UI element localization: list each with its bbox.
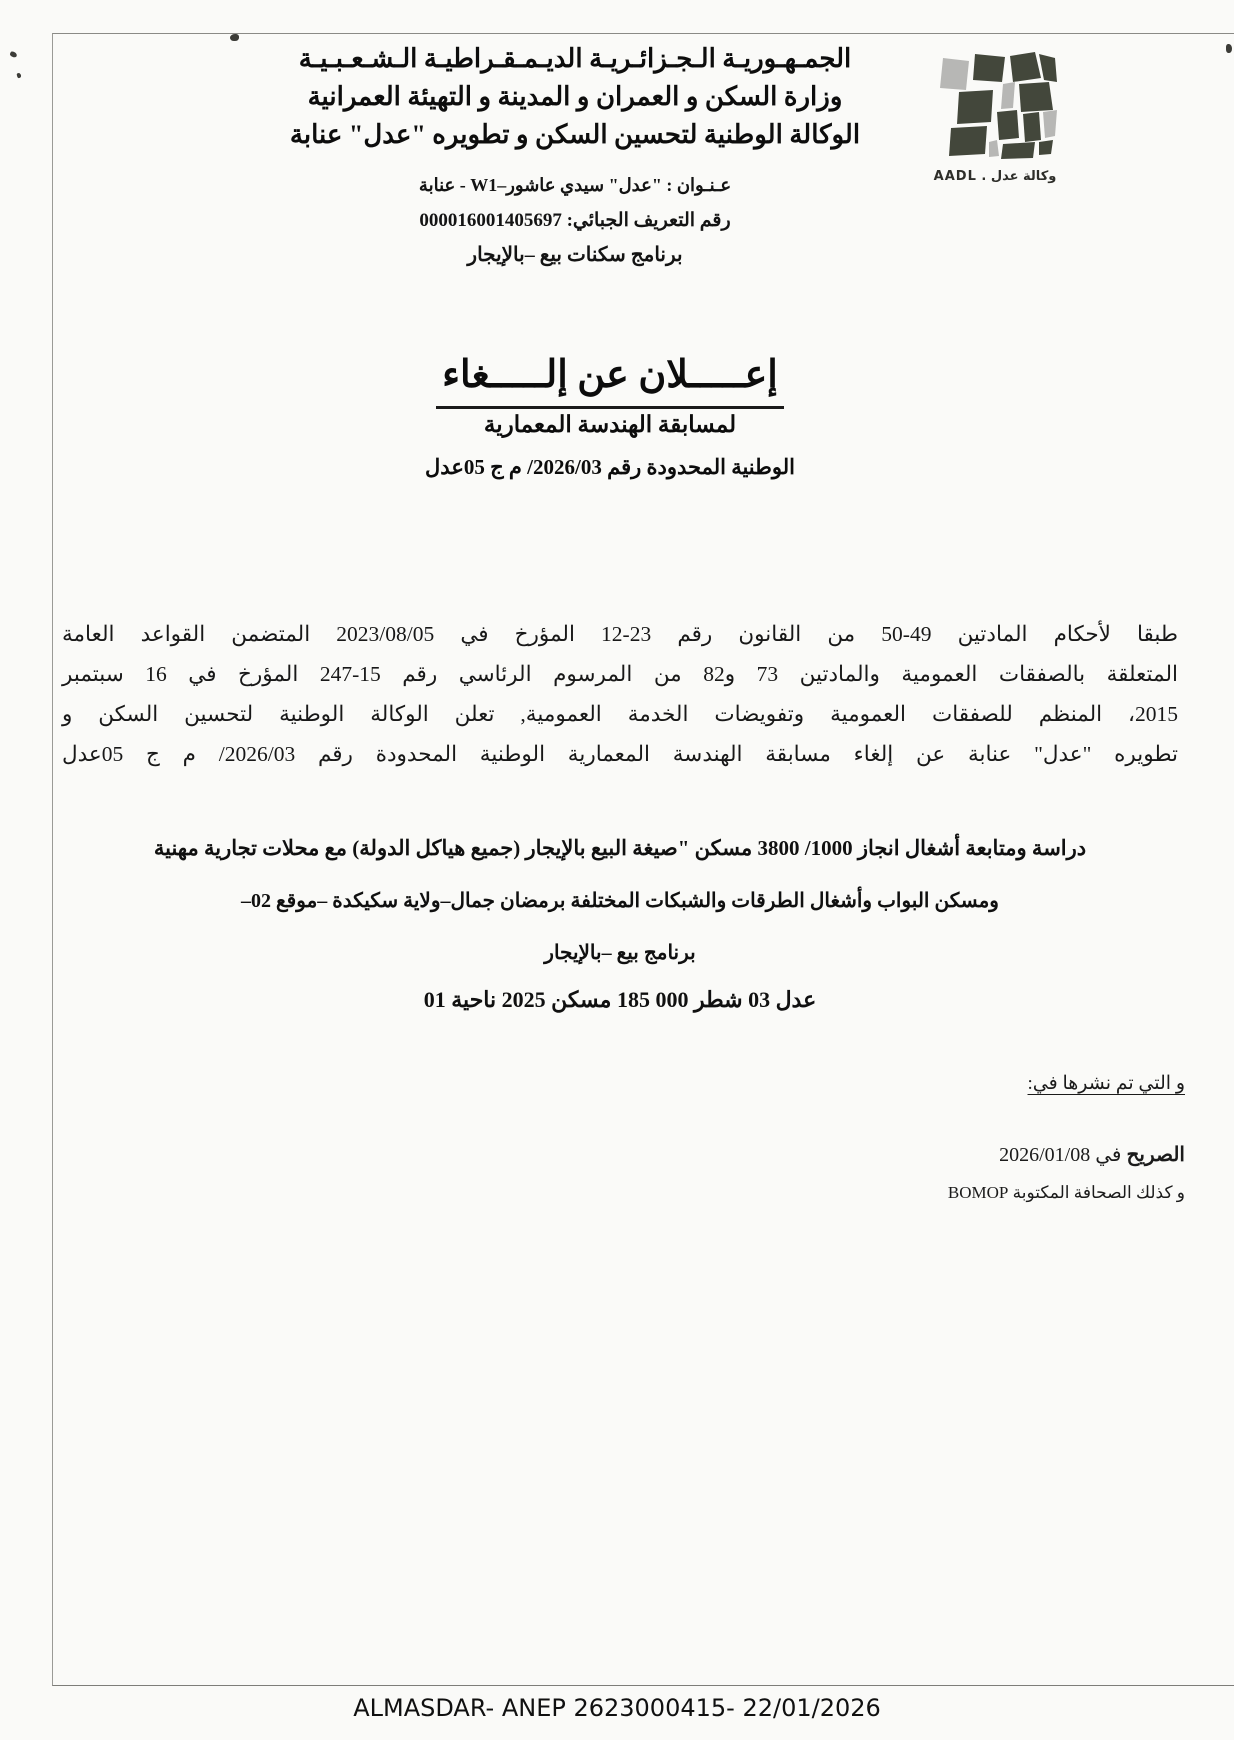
announcement-title-block <box>170 352 1050 480</box>
legal-paragraph-line: 2015، المنظم للصفقات العمومية وتفويضات الخدمة العمومية, تعلن الوكالة الوطنية لتحسين السكن و <box>62 702 1178 726</box>
header-line-republic: الجمـهـوريـة الـجـزائـريـة الديـمـقـراطيـة الـشـعـبـيـة <box>298 44 852 73</box>
scan-speck <box>1226 44 1232 53</box>
project-line: برنامج بيع –بالإيجار <box>544 942 696 964</box>
aadl-logo-caption: وكالة عدل . AADL <box>933 169 1057 184</box>
scan-speck <box>16 73 21 79</box>
project-line: ومسكن البواب وأشغال الطرقات والشبكات المختلفة برمضان جمال–ولاية سكيكدة –موقع 02– <box>241 890 999 912</box>
legal-paragraph-line: المتعلقة بالصفقات العمومية والمادتين 73 و82 من المرسوم الرئاسي رقم 15-247 المؤرخ في 16 سبتمبر <box>62 662 1178 686</box>
program-line: برنامج سكنات بيع –بالإيجار <box>467 244 683 266</box>
publication-entry-bomop: و كذلك الصحافة المكتوبة BOMOP <box>947 1183 1185 1202</box>
aadl-logo <box>925 52 1065 184</box>
project-line: عدل 03 شطر ⁦185 000⁩ مسكن 2025 ناحية 01 <box>423 987 817 1012</box>
project-line: دراسة ومتابعة أشغال انجاز 1000/ 3800 مسكن "صيغة البيع بالإيجار (جميع هياكل الدولة) مع محلات تجارية مهنية <box>153 836 1087 860</box>
address-block <box>170 168 980 273</box>
scan-speck <box>9 51 17 58</box>
announcement-subtitle-2: الوطنية المحدودة رقم 2026/03/ م ج 05عدل <box>425 455 795 479</box>
header-block <box>170 40 980 154</box>
published-in-heading: و التي تم نشرها في: <box>1027 1073 1185 1094</box>
legal-paragraph <box>62 614 1178 774</box>
publication-block <box>585 1072 1185 1203</box>
announcement-subtitle-1: لمسابقة الهندسة المعمارية <box>483 412 737 437</box>
aadl-logo-mosaic <box>931 52 1059 160</box>
publication-entry-newspaper <box>585 1142 1185 1167</box>
header-line-agency: الوكالة الوطنية لتحسين السكن و تطويره "عدل" عنابة <box>289 120 861 149</box>
newspaper-date: في 2026/01/08 <box>999 1144 1127 1166</box>
announcement-title: إعـــــلان عن إلـــــغاء <box>436 352 784 409</box>
legal-paragraph-line: طبقا لأحكام المادتين 49-50 من القانون رقم 23-12 المؤرخ في 2023/08/05 المتضمن القواعد العامة <box>62 622 1178 646</box>
address-line: عـنـوان : "عدل" سيدي عاشور–W1 - عنابة <box>418 175 732 195</box>
footer-imprint: ALMASDAR- ANEP 2623000415- 22/01/2026 <box>353 1694 881 1722</box>
tax-id-line: رقم التعريف الجبائي: 000016001405697 <box>419 210 731 231</box>
newspaper-name: الصريح <box>1126 1144 1185 1166</box>
project-description-block <box>62 833 1178 1015</box>
header-line-ministry: وزارة السكن و العمران و المدينة و التهيئة العمرانية <box>307 82 843 111</box>
legal-paragraph-line: تطويره "عدل" عنابة عن إلغاء مسابقة الهندسة المعمارية الوطنية المحدودة رقم 2026/03/ م ج 05عدل <box>62 742 1178 766</box>
